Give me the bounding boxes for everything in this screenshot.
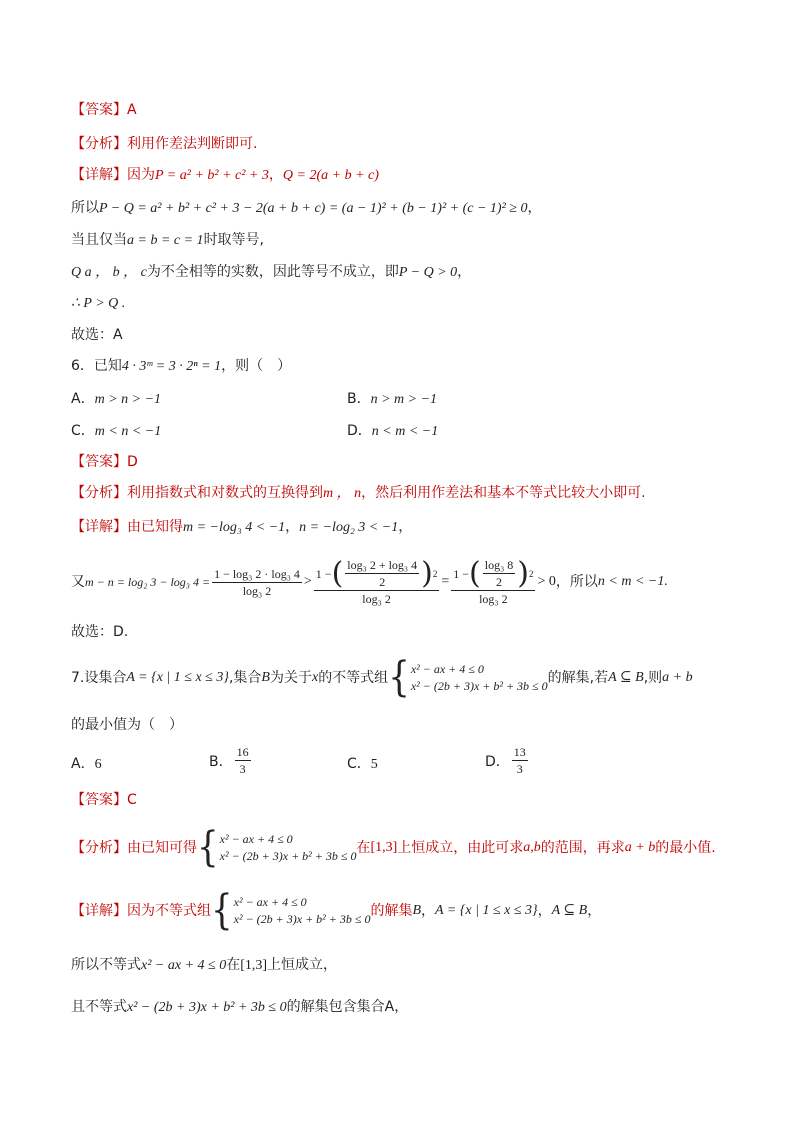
sys-line-2: x² − (2b + 3)x + b² + 3b ≤ 0: [410, 679, 548, 693]
frac3-denominator: log₃ 2: [479, 592, 508, 606]
option-label: D．: [485, 753, 510, 770]
option-label: A．: [71, 756, 95, 772]
frac1-denominator: log₃ 2: [242, 583, 272, 598]
frac2-inner: [345, 557, 419, 590]
detail-end: ，: [398, 519, 413, 535]
option-label: D．: [347, 423, 372, 439]
q6-line2: [71, 552, 668, 612]
option-label: B．: [209, 753, 233, 770]
right-paren: ): [421, 555, 433, 591]
q6-option-d[interactable]: [347, 420, 438, 440]
line2-c: 上恒成立，: [267, 957, 338, 973]
detail-B: B: [412, 903, 422, 918]
frac1-numerator: 1 − log₃ 2 · log₃ 4: [214, 566, 300, 581]
answer-tag: 【答案】: [71, 454, 127, 470]
frac2-inner-denominator: 2: [379, 575, 386, 589]
line2-expr: m − n = log₂ 3 − log₃ 4 =: [85, 575, 211, 589]
q7-subset: A ⊆ B: [608, 670, 644, 685]
detail-d: ，: [537, 903, 552, 919]
answer-value: A: [127, 102, 137, 118]
q5-detail: [71, 165, 379, 186]
line3-expr: x² − (2b + 3)x + b² + 3b ≤ 0: [127, 1000, 287, 1015]
q7-line2: [71, 955, 337, 976]
q5-line5: ∴ P > Q .: [71, 296, 126, 311]
option-expr: m > n > −1: [94, 392, 162, 407]
q7-stem-e: 的解集,若: [547, 670, 609, 686]
frac2-numerator: 1 − ( $\frac{\text{log₃ 2 + log₃ 4}}{2}$ ) 2: [315, 555, 438, 591]
fraction-3: [451, 557, 535, 607]
detail-tag: 【详解】: [71, 903, 127, 919]
q6-option-b[interactable]: [347, 388, 437, 408]
frac2-one-minus: 1 −: [315, 566, 332, 581]
q6-stem-prefix: 6．已知: [71, 358, 122, 374]
q7-stem-b: ,集合: [228, 670, 262, 686]
line3-prefix: 当且仅当: [71, 232, 127, 248]
q7-stem-d: 的不等式组: [318, 670, 389, 686]
line2-conclusion: n < m < −1.: [597, 574, 668, 589]
line4-text: 为不全相等的实数，因此等号不成立，即: [146, 264, 399, 280]
frac3-numerator: 1 − ( $\frac{\text{log₃ 8}}{2}$ ) 2: [453, 555, 534, 591]
option-value: 6: [94, 757, 102, 772]
q5-line3: [71, 230, 264, 251]
fraction-1: [212, 566, 302, 599]
q7-set-B: B: [261, 670, 270, 685]
q6-stem-suffix: ，则（ ）: [221, 358, 292, 374]
analysis-text: 利用作差法判断即可.: [127, 136, 258, 152]
frac3-inner-denominator: 2: [496, 575, 502, 589]
answer-value: C: [127, 792, 137, 808]
frac3-one-minus: 1 −: [453, 566, 470, 581]
sys-line-2: x² − (2b + 3)x + b² + 3b ≤ 0: [233, 912, 371, 926]
q7-line3: [71, 997, 408, 1018]
detail-prefix: 因为: [127, 167, 155, 183]
q7-option-b[interactable]: [209, 744, 253, 777]
fraction-2: [314, 557, 440, 607]
left-paren: (: [331, 555, 344, 591]
sys-line-1: x² − ax + 4 ≤ 0: [410, 662, 484, 676]
q7-set-A: A = {x | 1 ≤ x ≤ 3}: [126, 670, 229, 685]
detail-sep: ，: [268, 167, 283, 183]
sys-line-1: x² − ax + 4 ≤ 0: [233, 895, 307, 909]
line4-expr: P − Q > 0: [398, 265, 458, 280]
q6-analysis: [71, 483, 646, 504]
q7-option-c[interactable]: [347, 753, 378, 773]
analysis-text-b: ，然后利用作差法和基本不等式比较大小即可.: [361, 485, 646, 501]
left-brace: {: [211, 887, 233, 935]
detail-tag: 【详解】: [71, 519, 127, 535]
line3-suffix: 时取等号,: [203, 232, 265, 248]
q7-answer: [71, 790, 137, 810]
frac3-inner-numerator: log₃ 8: [484, 558, 514, 572]
q7-option-d[interactable]: [485, 744, 530, 777]
option-expr: n < m < −1: [371, 424, 439, 439]
frac2-denominator: log₃ 2: [362, 592, 391, 606]
option-expr: n > m > −1: [370, 392, 438, 407]
q7-var-x: x: [311, 670, 319, 685]
analysis-d: 的范围，再求: [540, 840, 625, 856]
tail: > 0: [537, 574, 556, 589]
q6-detail: [71, 517, 412, 538]
line2-prefix: 所以: [71, 200, 99, 216]
answer-value: D: [127, 454, 138, 470]
q6-stem-expr: 4 · 3ᵐ = 3 · 2ⁿ = 1: [121, 359, 222, 374]
detail-e: ，: [587, 903, 602, 919]
detail-subset: A ⊆ B: [551, 903, 588, 918]
q7-stem-f: ,则: [643, 670, 663, 686]
analysis-interval: [1,3]: [370, 840, 398, 855]
line2-suffix: ，: [527, 200, 542, 216]
detail-c: ，: [421, 903, 436, 919]
detail-a: 因为不等式组: [127, 903, 211, 919]
option-label: C．: [71, 423, 95, 439]
option-label: B．: [347, 391, 371, 407]
q5-answer: [71, 100, 137, 120]
detail-prefix: 由已知得: [127, 519, 183, 535]
q6-option-a[interactable]: [71, 388, 161, 408]
option-label: A．: [71, 391, 95, 407]
detail-b: 的解集: [370, 903, 413, 919]
q7-stem-c: 为关于: [269, 670, 312, 686]
line2-interval: [1,3]: [240, 958, 268, 973]
left-paren: (: [469, 555, 481, 591]
analysis-tag: 【分析】: [71, 136, 127, 152]
detail-m: m = −log₃ 4 < −1: [183, 520, 286, 535]
option-expr: m < n < −1: [94, 424, 162, 439]
q7-option-a[interactable]: [71, 753, 102, 773]
line2-prefix: 又: [71, 574, 85, 590]
analysis-text-a: 利用指数式和对数式的互换得到: [127, 485, 323, 501]
line2-expr: x² − ax + 4 ≤ 0: [141, 958, 227, 973]
q5-choose: 故选：A: [71, 327, 123, 343]
eq-sign: =: [441, 574, 450, 589]
detail-Q: Q = 2(a + b + c): [282, 168, 379, 183]
analysis-a: 由已知可得: [127, 840, 197, 856]
q7-stem: [71, 655, 693, 701]
analysis-tag: 【分析】: [71, 485, 127, 501]
q5-line4: [71, 262, 471, 283]
detail-sep: ，: [285, 519, 300, 535]
q5-line2: [71, 198, 541, 219]
option-label: C．: [347, 756, 371, 772]
option-fraction: [235, 744, 251, 777]
q7-analysis: [71, 825, 716, 871]
left-brace: {: [197, 824, 219, 872]
numerator: 13: [513, 745, 526, 759]
analysis-sum: a + b: [624, 840, 656, 855]
line3-a: 且不等式: [71, 999, 127, 1015]
detail-inequality-system: [211, 887, 371, 935]
line4-vars: Q a ， b ， c: [71, 265, 147, 280]
q5-analysis: [71, 134, 257, 154]
denominator: 3: [516, 762, 523, 776]
q6-option-c[interactable]: [71, 420, 161, 440]
line2-suffix: ，所以: [555, 574, 598, 590]
detail-A: A = {x | 1 ≤ x ≤ 3}: [435, 903, 538, 918]
analysis-tag: 【分析】: [71, 840, 127, 856]
sys-line-1: x² − ax + 4 ≤ 0: [219, 832, 293, 846]
detail-P: P = a² + b² + c² + 3: [155, 168, 269, 183]
q7-sum: a + b: [662, 670, 693, 685]
line3-b: 的解集包含集合A，: [286, 999, 409, 1015]
analysis-ab: a,b: [523, 840, 541, 855]
q6-answer: [71, 452, 138, 472]
line2-a: 所以不等式: [71, 957, 141, 973]
q7-stem-line2: 的最小值为（ ）: [71, 717, 183, 733]
q7-inequality-system: [388, 654, 548, 702]
sys-line-2: x² − (2b + 3)x + b² + 3b ≤ 0: [219, 849, 357, 863]
left-brace: {: [388, 654, 410, 702]
answer-tag: 【答案】: [71, 102, 127, 118]
analysis-c: 上恒成立，由此可求: [397, 840, 524, 856]
detail-n: n = −log₂ 3 < −1: [299, 520, 399, 535]
line3-expr: a = b = c = 1: [127, 233, 204, 248]
gt-sign: >: [303, 574, 312, 589]
numerator: 16: [236, 745, 249, 759]
answer-tag: 【答案】: [71, 792, 127, 808]
line2-b: 在: [226, 957, 241, 973]
q7-stem-a: 7.设集合: [71, 670, 127, 686]
analysis-e: 的最小值.: [655, 840, 716, 856]
right-paren: ): [517, 555, 529, 591]
q7-detail: [71, 888, 601, 934]
analysis-b: 在: [356, 840, 371, 856]
detail-tag: 【详解】: [71, 167, 127, 183]
frac2-inner-numerator: log₃ 2 + log₃ 4: [347, 558, 418, 572]
q6-stem: [71, 356, 291, 377]
line2-expr: P − Q = a² + b² + c² + 3 − 2(a + b + c) = (a − 1)² + (b − 1)² + (c − 1)² ≥ 0: [99, 201, 528, 216]
analysis-vars: m ， n: [323, 486, 362, 501]
line4-suffix: ，: [457, 264, 472, 280]
option-value: 5: [370, 757, 378, 772]
frac3-inner: [483, 557, 516, 590]
analysis-inequality-system: [197, 824, 357, 872]
denominator: 3: [239, 762, 246, 776]
option-fraction: [512, 744, 528, 777]
q6-choose: 故选：D.: [71, 624, 129, 640]
